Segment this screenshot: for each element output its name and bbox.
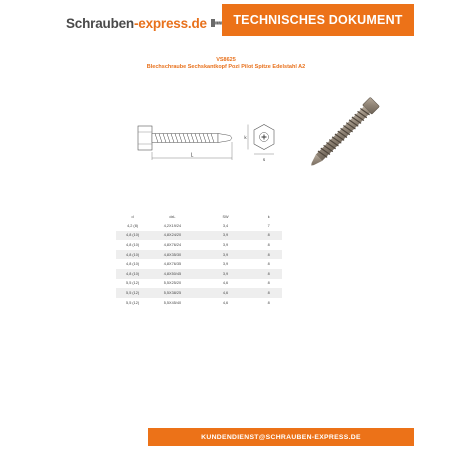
cell-d: 4,8 (10)	[116, 231, 149, 241]
cell-sw: 3,9	[196, 231, 256, 241]
document-title: TECHNISCHES DOKUMENT	[233, 13, 403, 27]
table-row	[116, 240, 282, 250]
cell-sw: 3,9	[222, 242, 229, 247]
cell-dxl: 4,8X50/45	[149, 269, 195, 279]
cell-dxl: 5,5X25/20	[163, 281, 182, 286]
brand-logo[interactable]	[66, 12, 233, 34]
cell-d: 5,5 (12)	[126, 300, 140, 305]
cell-k: 8	[267, 281, 270, 286]
cell-sw: 3,9	[222, 262, 229, 267]
cell-d: 4,8 (10)	[116, 250, 149, 260]
header-dxl: dxL	[169, 214, 176, 219]
cell-sw: 4,6	[196, 288, 256, 298]
article-number: VS8625	[216, 57, 236, 63]
cell-sw: 4,6	[222, 300, 229, 305]
cell-dxl: 4,8X35/30	[149, 250, 195, 260]
cell-sw: 4,6	[222, 281, 229, 286]
product-name: Blechschraube Sechskantkopf Pozi Pilot Spitze Edelstahl A2	[146, 64, 306, 70]
logo-dash: -	[133, 15, 139, 31]
header-k: k	[267, 214, 270, 219]
cell-sw: 3,9	[196, 250, 256, 260]
cell-d: 5,5 (12)	[116, 288, 149, 298]
table-header-row	[116, 212, 282, 221]
cell-k: 8	[267, 242, 270, 247]
specification-table	[116, 212, 282, 307]
cell-sw: 3,9	[196, 269, 256, 279]
cell-dxl: 4,8X24/20	[149, 231, 195, 241]
cell-k: 8	[255, 231, 282, 241]
header-d: d	[131, 214, 134, 219]
cell-k: 8	[267, 262, 270, 267]
document-title-banner	[222, 4, 414, 36]
logo-main: Schrauben	[66, 15, 134, 31]
cell-dxl: 4,8X76/24	[163, 242, 182, 247]
drawing-shank	[152, 134, 218, 143]
length-label: L	[190, 152, 194, 159]
contact-email-link[interactable]: KUNDENDIENST@SCHRAUBEN-EXPRESS.DE	[201, 433, 361, 441]
height-label: k	[244, 135, 247, 140]
logo-text	[66, 16, 207, 31]
table-row	[116, 298, 282, 308]
cell-d: 4,8 (10)	[126, 262, 140, 267]
cell-d: 5,5 (12)	[126, 281, 140, 286]
document-page	[38, 0, 414, 452]
table-row	[116, 221, 282, 231]
table-row	[116, 250, 282, 260]
table-row	[116, 279, 282, 289]
table-row	[116, 231, 282, 241]
cell-dxl: 4,8X76/35	[163, 262, 182, 267]
cell-d: 4,8 (10)	[116, 269, 149, 279]
technical-drawing	[120, 118, 290, 166]
cell-dxl: 4,2X19/24	[163, 223, 182, 228]
cell-sw: 3,4	[222, 223, 229, 228]
product-photo	[296, 86, 388, 182]
table-row	[116, 288, 282, 298]
cell-dxl: 5,5X38/25	[149, 288, 195, 298]
table-row	[116, 259, 282, 269]
logo-accent: express.de	[138, 15, 207, 31]
footer-contact-banner	[148, 428, 414, 446]
width-label: s	[262, 157, 266, 162]
cell-d: 4,2 (8)	[127, 223, 139, 228]
cell-k: 7	[267, 223, 270, 228]
cell-k: 8	[255, 269, 282, 279]
header-sw: SW	[222, 214, 229, 219]
table-row	[116, 269, 282, 279]
drawing-point	[218, 134, 232, 143]
cell-dxl: 5,5X45/40	[163, 300, 182, 305]
drawing-head	[138, 126, 152, 150]
cell-k: 8	[267, 300, 270, 305]
cell-k: 8	[255, 288, 282, 298]
cell-d: 4,8 (10)	[126, 242, 140, 247]
cell-k: 8	[255, 250, 282, 260]
